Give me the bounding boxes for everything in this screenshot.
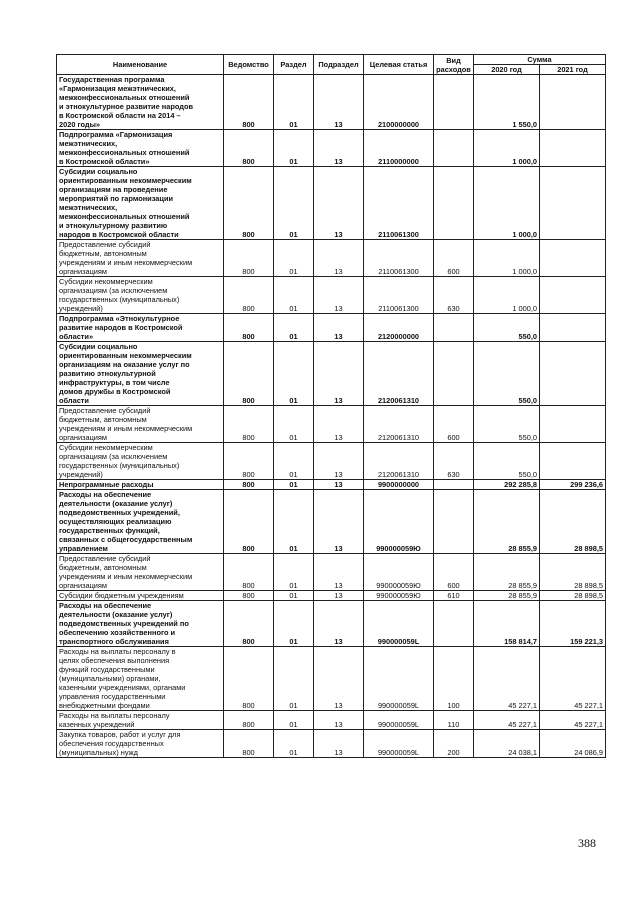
cell-sec: 01 <box>274 711 314 730</box>
cell-target: 990000059Ю <box>364 490 434 554</box>
cell-type: 600 <box>434 406 474 443</box>
cell-dept: 800 <box>224 167 274 240</box>
cell-dept: 800 <box>224 342 274 406</box>
cell-y2020: 1 550,0 <box>474 75 540 130</box>
cell-y2020: 45 227,1 <box>474 647 540 711</box>
cell-y2021 <box>540 277 606 314</box>
cell-type: 200 <box>434 730 474 758</box>
cell-y2020: 28 855,9 <box>474 591 540 601</box>
header-dept: Ведомство <box>224 55 274 75</box>
cell-dept: 800 <box>224 277 274 314</box>
cell-sub: 13 <box>314 342 364 406</box>
cell-y2021 <box>540 314 606 342</box>
cell-y2020: 45 227,1 <box>474 711 540 730</box>
cell-name: Субсидии социально ориентированным некоммерческим организациям на проведение мероприятий по гармонизации межэтнических, межконфессиональных отношений и этнокультурному развитию народов в Костромской области <box>57 167 224 240</box>
cell-dept: 800 <box>224 130 274 167</box>
cell-y2020: 1 000,0 <box>474 130 540 167</box>
cell-name: Расходы на выплаты персоналу в целях обеспечения выполнения функций государственными (муниципальными) органами, казенными учреждениями, органами управления государственными внебюджетными фондами <box>57 647 224 711</box>
header-2020: 2020 год <box>474 65 540 75</box>
cell-type: 630 <box>434 443 474 480</box>
cell-sec: 01 <box>274 75 314 130</box>
cell-type <box>434 480 474 490</box>
cell-y2021: 299 236,6 <box>540 480 606 490</box>
cell-dept: 800 <box>224 730 274 758</box>
cell-type: 100 <box>434 647 474 711</box>
cell-y2021 <box>540 443 606 480</box>
cell-sec: 01 <box>274 314 314 342</box>
cell-name: Предоставление субсидий бюджетным, автономным учреждениям и иным некоммерческим организациям <box>57 406 224 443</box>
cell-name: Подпрограмма «Этнокультурное развитие народов в Костромской области» <box>57 314 224 342</box>
cell-name: Непрограммные расходы <box>57 480 224 490</box>
table-row <box>57 554 606 591</box>
cell-type: 610 <box>434 591 474 601</box>
cell-name: Субсидии бюджетным учреждениям <box>57 591 224 601</box>
cell-name: Закупка товаров, работ и услуг для обеспечения государственных (муниципальных) нужд <box>57 730 224 758</box>
header-name: Наименование <box>57 55 224 75</box>
header-section: Раздел <box>274 55 314 75</box>
cell-dept: 800 <box>224 490 274 554</box>
cell-sub: 13 <box>314 490 364 554</box>
cell-y2021 <box>540 342 606 406</box>
cell-name: Расходы на обеспечение деятельности (оказание услуг) подведомственных учреждений по обеспечению хозяйственного и транспортного обслуживания <box>57 601 224 647</box>
cell-sec: 01 <box>274 130 314 167</box>
table-row <box>57 591 606 601</box>
cell-sub: 13 <box>314 75 364 130</box>
cell-dept: 800 <box>224 480 274 490</box>
cell-y2020: 550,0 <box>474 406 540 443</box>
table-row <box>57 480 606 490</box>
cell-name: Субсидии социально ориентированным некоммерческим организациям на оказание услуг по развитию этнокультурной инфраструктуры, в том числе домов дружбы в Костромской области <box>57 342 224 406</box>
cell-y2021: 159 221,3 <box>540 601 606 647</box>
header-sum: Сумма <box>474 55 606 65</box>
cell-sec: 01 <box>274 240 314 277</box>
cell-type <box>434 314 474 342</box>
cell-sub: 13 <box>314 314 364 342</box>
cell-dept: 800 <box>224 75 274 130</box>
cell-y2021: 28 898,5 <box>540 554 606 591</box>
cell-y2021: 45 227,1 <box>540 647 606 711</box>
cell-target: 990000059Ю <box>364 554 434 591</box>
cell-type: 600 <box>434 240 474 277</box>
cell-y2021 <box>540 75 606 130</box>
table-row <box>57 314 606 342</box>
cell-dept: 800 <box>224 591 274 601</box>
cell-dept: 800 <box>224 647 274 711</box>
cell-target: 990000059Ю <box>364 591 434 601</box>
cell-name: Государственная программа «Гармонизация межэтнических, межконфессиональных отношений и этнокультурное развитие народов в Костромской области на 2014 – 2020 годы» <box>57 75 224 130</box>
table-row <box>57 406 606 443</box>
cell-sec: 01 <box>274 443 314 480</box>
cell-target: 2120061310 <box>364 443 434 480</box>
cell-name: Расходы на выплаты персоналу казенных учреждений <box>57 711 224 730</box>
cell-sub: 13 <box>314 711 364 730</box>
cell-sec: 01 <box>274 406 314 443</box>
table-row <box>57 277 606 314</box>
cell-target: 2110061300 <box>364 167 434 240</box>
cell-y2021 <box>540 167 606 240</box>
cell-y2020: 550,0 <box>474 443 540 480</box>
table-row <box>57 730 606 758</box>
cell-name: Субсидии некоммерческим организациям (за исключением государственных (муниципальных) учреждений) <box>57 443 224 480</box>
cell-type: 630 <box>434 277 474 314</box>
table-row <box>57 711 606 730</box>
cell-sec: 01 <box>274 167 314 240</box>
table-body <box>57 75 606 758</box>
cell-y2021: 28 898,5 <box>540 490 606 554</box>
cell-y2021: 28 898,5 <box>540 591 606 601</box>
cell-type <box>434 167 474 240</box>
header-type: Вид расходов <box>434 55 474 75</box>
cell-y2021 <box>540 406 606 443</box>
header-subsection: Подраздел <box>314 55 364 75</box>
cell-name: Предоставление субсидий бюджетным, автономным учреждениям и иным некоммерческим организациям <box>57 554 224 591</box>
cell-sub: 13 <box>314 591 364 601</box>
cell-y2020: 550,0 <box>474 342 540 406</box>
cell-sec: 01 <box>274 647 314 711</box>
cell-type <box>434 490 474 554</box>
table-row <box>57 130 606 167</box>
cell-name: Подпрограмма «Гармонизация межэтнических, межконфессиональных отношений в Костромской области» <box>57 130 224 167</box>
cell-dept: 800 <box>224 711 274 730</box>
cell-target: 2100000000 <box>364 75 434 130</box>
cell-y2021 <box>540 130 606 167</box>
cell-y2020: 28 855,9 <box>474 554 540 591</box>
cell-y2020: 1 000,0 <box>474 240 540 277</box>
cell-sec: 01 <box>274 591 314 601</box>
cell-sub: 13 <box>314 406 364 443</box>
table-row <box>57 601 606 647</box>
cell-target: 990000059L <box>364 647 434 711</box>
cell-dept: 800 <box>224 443 274 480</box>
cell-type <box>434 342 474 406</box>
cell-sub: 13 <box>314 647 364 711</box>
page-number: 388 <box>578 836 596 850</box>
cell-type <box>434 601 474 647</box>
cell-dept: 800 <box>224 554 274 591</box>
cell-y2020: 1 000,0 <box>474 167 540 240</box>
cell-type <box>434 75 474 130</box>
cell-dept: 800 <box>224 406 274 443</box>
table-row <box>57 167 606 240</box>
cell-target: 990000059L <box>364 711 434 730</box>
cell-target: 2120061310 <box>364 406 434 443</box>
cell-target: 2110061300 <box>364 277 434 314</box>
cell-y2021 <box>540 240 606 277</box>
cell-target: 2120061310 <box>364 342 434 406</box>
cell-target: 2120000000 <box>364 314 434 342</box>
cell-sub: 13 <box>314 240 364 277</box>
cell-y2020: 158 814,7 <box>474 601 540 647</box>
cell-type: 600 <box>434 554 474 591</box>
header-target: Целевая статья <box>364 55 434 75</box>
table-row <box>57 240 606 277</box>
cell-y2020: 1 000,0 <box>474 277 540 314</box>
cell-sub: 13 <box>314 443 364 480</box>
cell-sec: 01 <box>274 730 314 758</box>
cell-sub: 13 <box>314 730 364 758</box>
cell-sec: 01 <box>274 342 314 406</box>
cell-sub: 13 <box>314 277 364 314</box>
cell-target: 2110061300 <box>364 240 434 277</box>
cell-sec: 01 <box>274 490 314 554</box>
cell-sub: 13 <box>314 167 364 240</box>
cell-y2020: 292 285,8 <box>474 480 540 490</box>
cell-type: 110 <box>434 711 474 730</box>
cell-dept: 800 <box>224 240 274 277</box>
cell-dept: 800 <box>224 601 274 647</box>
cell-sub: 13 <box>314 480 364 490</box>
cell-target: 990000059L <box>364 601 434 647</box>
cell-target: 990000059L <box>364 730 434 758</box>
table-row <box>57 490 606 554</box>
table-row <box>57 443 606 480</box>
cell-name: Субсидии некоммерческим организациям (за исключением государственных (муниципальных) учреждений) <box>57 277 224 314</box>
cell-y2021: 45 227,1 <box>540 711 606 730</box>
table-row <box>57 647 606 711</box>
cell-sec: 01 <box>274 277 314 314</box>
cell-sec: 01 <box>274 601 314 647</box>
budget-table <box>56 54 606 758</box>
cell-sec: 01 <box>274 480 314 490</box>
table-row <box>57 75 606 130</box>
header-2021: 2021 год <box>540 65 606 75</box>
cell-sec: 01 <box>274 554 314 591</box>
cell-y2020: 28 855,9 <box>474 490 540 554</box>
cell-type <box>434 130 474 167</box>
cell-target: 9900000000 <box>364 480 434 490</box>
cell-sub: 13 <box>314 554 364 591</box>
cell-sub: 13 <box>314 130 364 167</box>
cell-sub: 13 <box>314 601 364 647</box>
cell-y2021: 24 086,9 <box>540 730 606 758</box>
cell-y2020: 550,0 <box>474 314 540 342</box>
cell-name: Предоставление субсидий бюджетным, автономным учреждениям и иным некоммерческим организациям <box>57 240 224 277</box>
cell-target: 2110000000 <box>364 130 434 167</box>
cell-name: Расходы на обеспечение деятельности (оказание услуг) подведомственных учреждений, осуществляющих реализацию государственных функций, связанных с общегосударственным управлением <box>57 490 224 554</box>
cell-dept: 800 <box>224 314 274 342</box>
cell-y2020: 24 038,1 <box>474 730 540 758</box>
table-row <box>57 342 606 406</box>
